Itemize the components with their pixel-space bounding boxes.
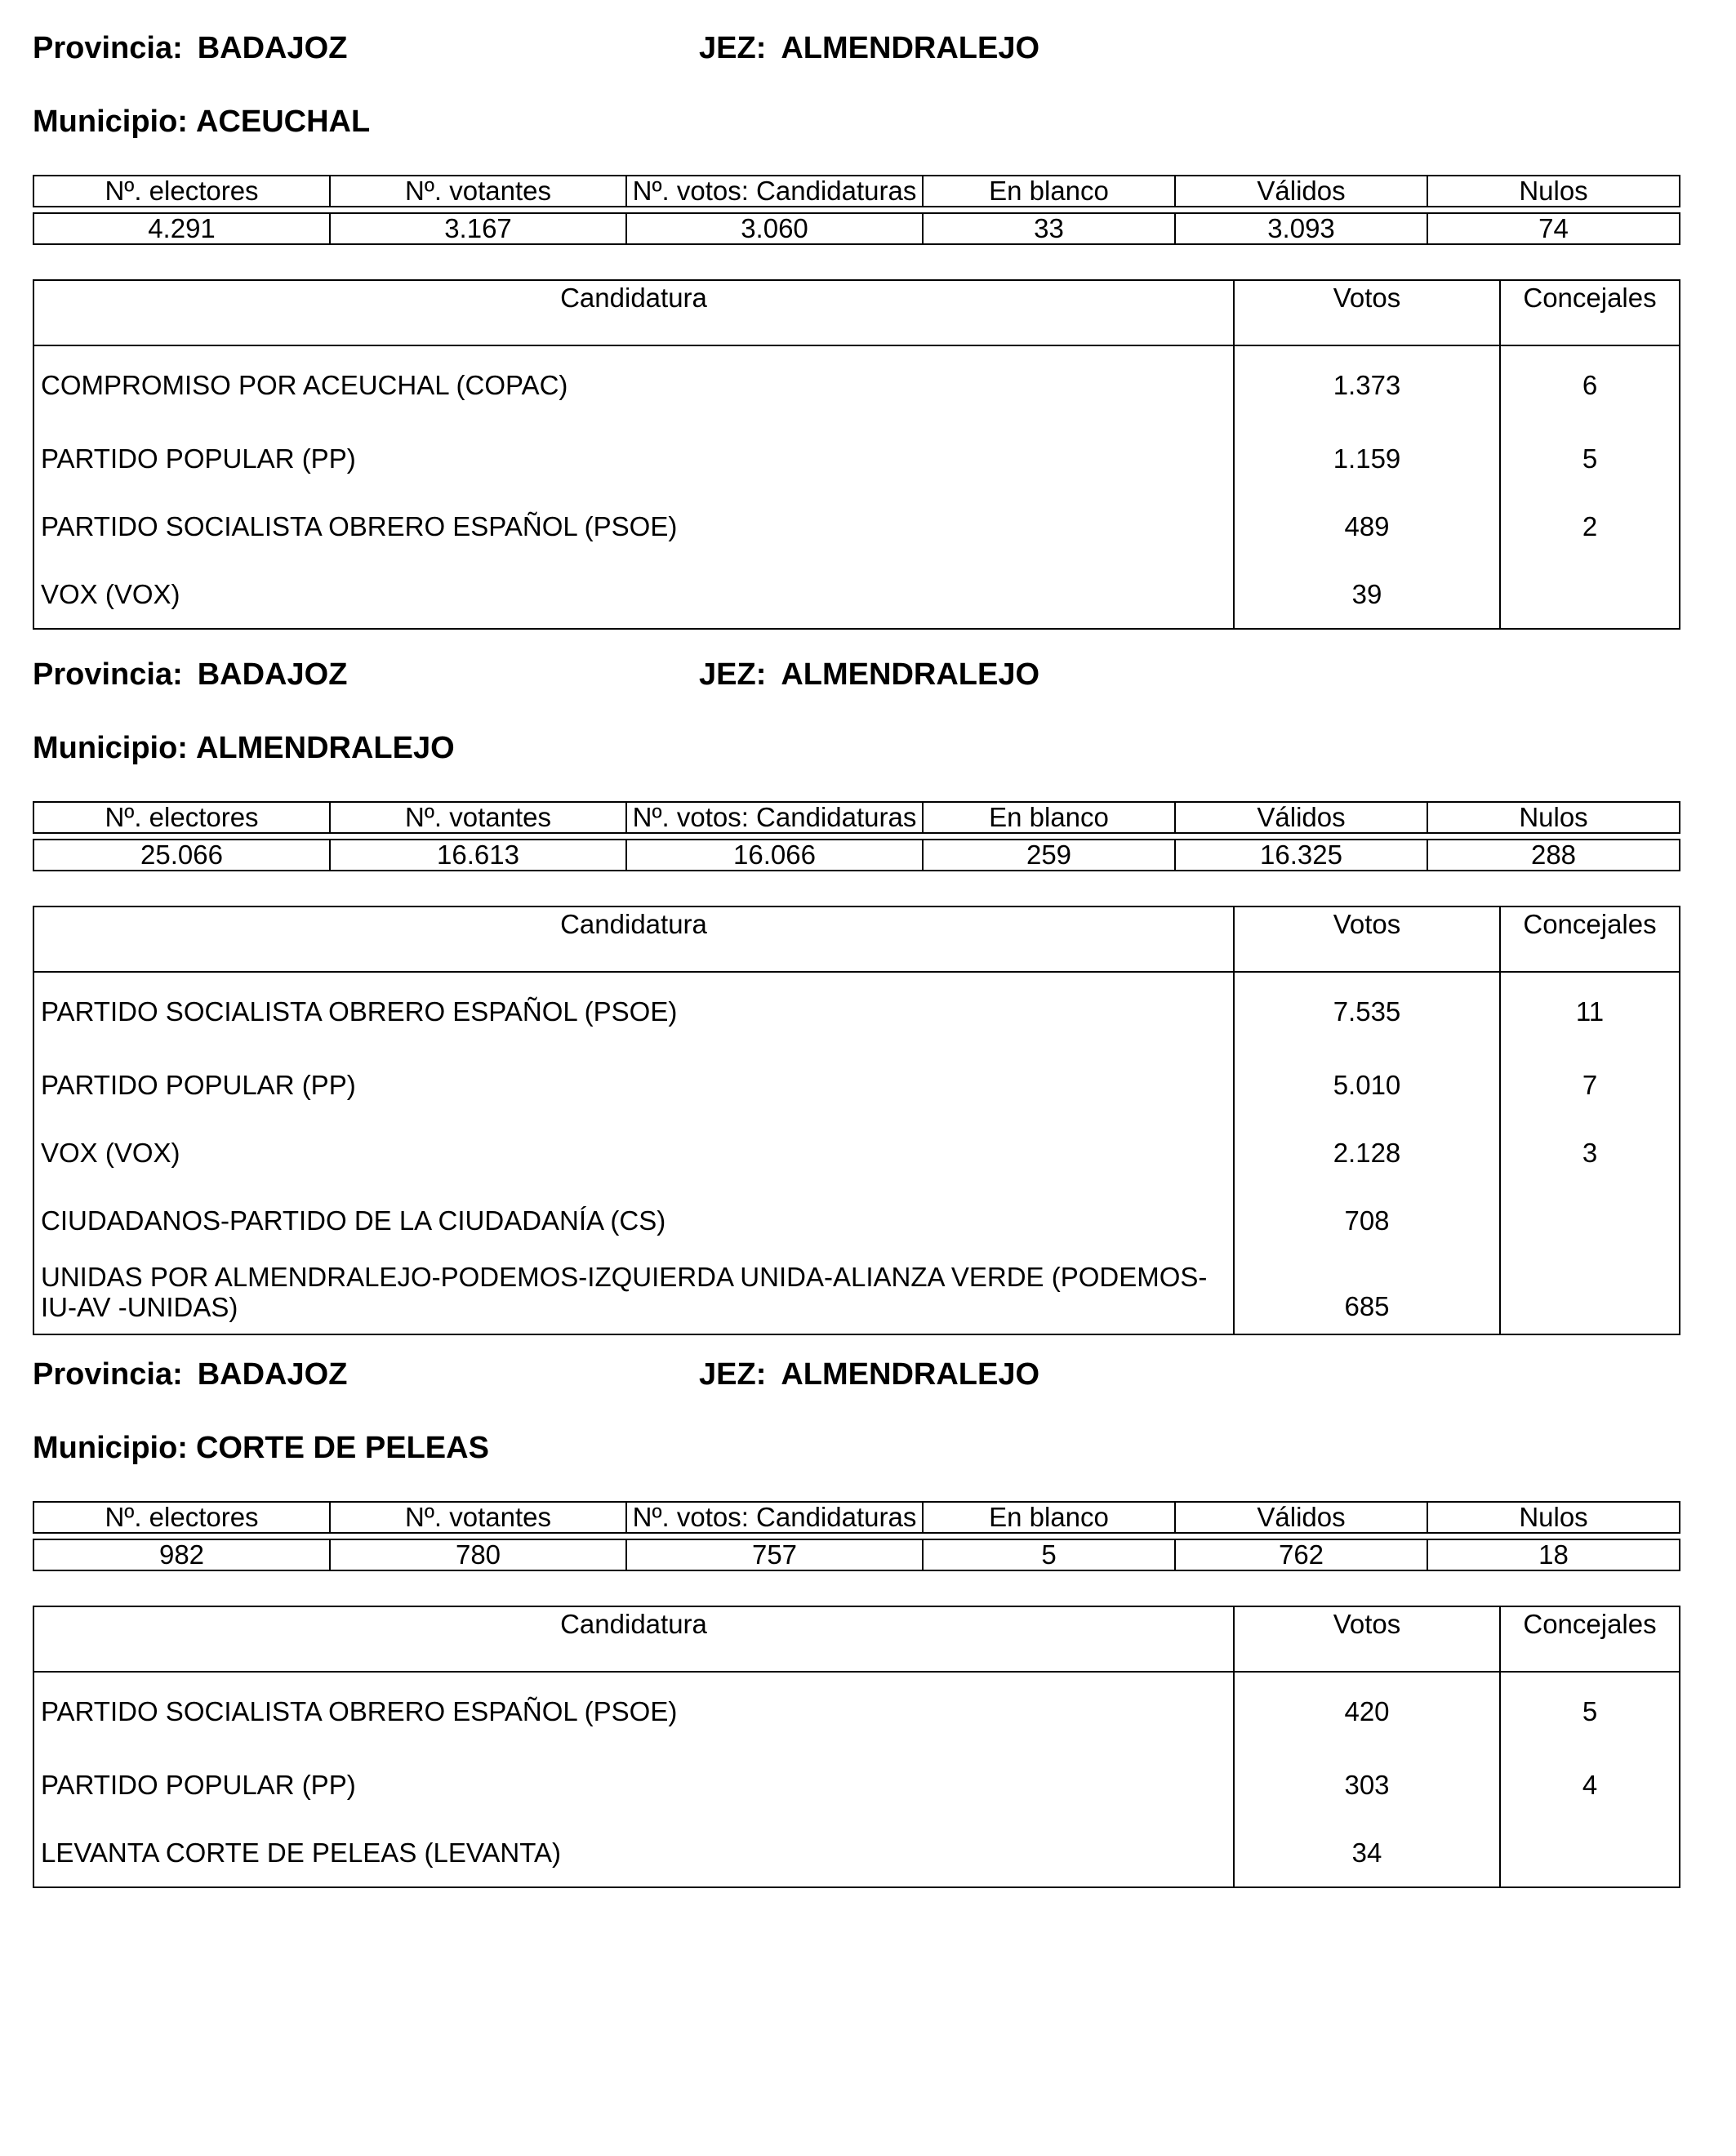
cand-votos: 303 bbox=[1234, 1751, 1500, 1819]
cand-name: PARTIDO POPULAR (PP) bbox=[33, 425, 1234, 492]
cand-header-candidatura: Candidatura bbox=[33, 280, 1234, 345]
stats-nulos: 74 bbox=[1427, 213, 1680, 244]
cand-votos: 685 bbox=[1234, 1254, 1500, 1334]
stats-header-votantes: Nº. votantes bbox=[330, 176, 626, 207]
jez-line bbox=[699, 1356, 1039, 1393]
provincia-value: BADAJOZ bbox=[197, 1357, 348, 1392]
provincia-label: Provincia: bbox=[33, 1357, 183, 1392]
stats-spacer bbox=[33, 1533, 1680, 1539]
municipio-line bbox=[33, 1429, 489, 1467]
cand-name bbox=[33, 1254, 1234, 1334]
stats-votos-candidaturas: 757 bbox=[626, 1539, 923, 1570]
cand-name: LEVANTA CORTE DE PELEAS (LEVANTA) bbox=[33, 1819, 1234, 1887]
cand-concejales bbox=[1500, 560, 1680, 629]
cand-votos: 1.159 bbox=[1234, 425, 1500, 492]
provincia-value: BADAJOZ bbox=[197, 31, 348, 65]
jez-label: JEZ: bbox=[699, 657, 767, 692]
stats-header-votantes: Nº. votantes bbox=[330, 1502, 626, 1533]
stats-votantes: 780 bbox=[330, 1539, 626, 1570]
cand-concejales: 5 bbox=[1500, 1672, 1680, 1751]
stats-table bbox=[33, 175, 1680, 245]
stats-header-nulos: Nulos bbox=[1427, 802, 1680, 833]
stats-header-en-blanco: En blanco bbox=[923, 1502, 1175, 1533]
cand-concejales: 7 bbox=[1500, 1051, 1680, 1119]
stats-validos: 16.325 bbox=[1175, 840, 1427, 871]
table-row bbox=[33, 1119, 1680, 1187]
stats-spacer bbox=[33, 833, 1680, 840]
cand-concejales bbox=[1500, 1819, 1680, 1887]
municipio-line bbox=[33, 729, 455, 767]
cand-name: VOX (VOX) bbox=[33, 560, 1234, 629]
cand-concejales: 5 bbox=[1500, 425, 1680, 492]
stats-en-blanco: 259 bbox=[923, 840, 1175, 871]
stats-header-row bbox=[33, 802, 1680, 833]
table-row bbox=[33, 1751, 1680, 1819]
stats-header-electores: Nº. electores bbox=[33, 802, 330, 833]
stats-header-validos: Válidos bbox=[1175, 802, 1427, 833]
stats-header-votos-candidaturas: Nº. votos: Candidaturas bbox=[626, 802, 923, 833]
stats-header-votantes: Nº. votantes bbox=[330, 802, 626, 833]
cand-header-concejales: Concejales bbox=[1500, 1606, 1680, 1672]
stats-nulos: 18 bbox=[1427, 1539, 1680, 1570]
cand-concejales: 3 bbox=[1500, 1119, 1680, 1187]
cand-votos: 489 bbox=[1234, 492, 1500, 560]
cand-votos: 708 bbox=[1234, 1187, 1500, 1254]
cand-votos: 1.373 bbox=[1234, 345, 1500, 425]
table-row bbox=[33, 1254, 1680, 1334]
candidaturas-table bbox=[33, 1606, 1680, 1888]
stats-votos-candidaturas: 16.066 bbox=[626, 840, 923, 871]
cand-concejales: 6 bbox=[1500, 345, 1680, 425]
municipio-value: ACEUCHAL bbox=[195, 105, 371, 139]
stats-header-validos: Válidos bbox=[1175, 1502, 1427, 1533]
cand-votos: 34 bbox=[1234, 1819, 1500, 1887]
provincia-label: Provincia: bbox=[33, 31, 183, 65]
jez-label: JEZ: bbox=[699, 31, 767, 65]
provincia-line bbox=[33, 29, 347, 67]
cand-votos: 420 bbox=[1234, 1672, 1500, 1751]
cand-header-candidatura: Candidatura bbox=[33, 1606, 1234, 1672]
cand-votos: 7.535 bbox=[1234, 972, 1500, 1051]
cand-header-candidatura: Candidatura bbox=[33, 906, 1234, 972]
cand-name: VOX (VOX) bbox=[33, 1119, 1234, 1187]
provincia-line bbox=[33, 1356, 347, 1393]
stats-header-validos: Válidos bbox=[1175, 176, 1427, 207]
cand-name: PARTIDO POPULAR (PP) bbox=[33, 1051, 1234, 1119]
table-row bbox=[33, 1051, 1680, 1119]
cand-votos: 39 bbox=[1234, 560, 1500, 629]
cand-header-concejales: Concejales bbox=[1500, 280, 1680, 345]
stats-header-nulos: Nulos bbox=[1427, 176, 1680, 207]
stats-header-votos-candidaturas: Nº. votos: Candidaturas bbox=[626, 1502, 923, 1533]
table-row bbox=[33, 425, 1680, 492]
candidaturas-table bbox=[33, 906, 1680, 1335]
cand-header-concejales: Concejales bbox=[1500, 906, 1680, 972]
stats-validos: 762 bbox=[1175, 1539, 1427, 1570]
stats-header-row bbox=[33, 1502, 1680, 1533]
stats-header-electores: Nº. electores bbox=[33, 1502, 330, 1533]
stats-votos-candidaturas: 3.060 bbox=[626, 213, 923, 244]
stats-en-blanco: 5 bbox=[923, 1539, 1175, 1570]
stats-value-row bbox=[33, 840, 1680, 871]
jez-label: JEZ: bbox=[699, 1357, 767, 1392]
cand-concejales: 4 bbox=[1500, 1751, 1680, 1819]
jez-line bbox=[699, 29, 1039, 67]
stats-header-electores: Nº. electores bbox=[33, 176, 330, 207]
table-row bbox=[33, 972, 1680, 1051]
provincia-label: Provincia: bbox=[33, 657, 183, 692]
stats-value-row bbox=[33, 213, 1680, 244]
cand-concejales bbox=[1500, 1254, 1680, 1334]
municipio-value: ALMENDRALEJO bbox=[195, 731, 455, 765]
stats-header-en-blanco: En blanco bbox=[923, 176, 1175, 207]
cand-votos: 2.128 bbox=[1234, 1119, 1500, 1187]
cand-name-line1: UNIDAS POR ALMENDRALEJO-PODEMOS-IZQUIERDA UNIDA-ALIANZA VERDE (PODEMOS- bbox=[41, 1262, 1208, 1292]
municipio-line bbox=[33, 103, 370, 140]
municipio-value: CORTE DE PELEAS bbox=[195, 1431, 489, 1465]
stats-votantes: 3.167 bbox=[330, 213, 626, 244]
jez-value: ALMENDRALEJO bbox=[781, 657, 1040, 692]
stats-nulos: 288 bbox=[1427, 840, 1680, 871]
stats-table bbox=[33, 801, 1680, 871]
cand-header-row bbox=[33, 906, 1680, 972]
cand-name: CIUDADANOS-PARTIDO DE LA CIUDADANÍA (CS) bbox=[33, 1187, 1234, 1254]
stats-en-blanco: 33 bbox=[923, 213, 1175, 244]
cand-name: COMPROMISO POR ACEUCHAL (COPAC) bbox=[33, 345, 1234, 425]
table-row bbox=[33, 560, 1680, 629]
stats-header-row bbox=[33, 176, 1680, 207]
table-row bbox=[33, 1187, 1680, 1254]
stats-header-votos-candidaturas: Nº. votos: Candidaturas bbox=[626, 176, 923, 207]
candidaturas-table bbox=[33, 279, 1680, 630]
cand-header-row bbox=[33, 1606, 1680, 1672]
cand-name-line2: IU-AV -UNIDAS) bbox=[41, 1292, 238, 1322]
cand-concejales bbox=[1500, 1187, 1680, 1254]
cand-header-votos: Votos bbox=[1234, 1606, 1500, 1672]
cand-name: PARTIDO SOCIALISTA OBRERO ESPAÑOL (PSOE) bbox=[33, 1672, 1234, 1751]
cand-name: PARTIDO POPULAR (PP) bbox=[33, 1751, 1234, 1819]
cand-name: PARTIDO SOCIALISTA OBRERO ESPAÑOL (PSOE) bbox=[33, 972, 1234, 1051]
municipio-label: Municipio: bbox=[33, 1431, 188, 1465]
cand-votos: 5.010 bbox=[1234, 1051, 1500, 1119]
table-row bbox=[33, 345, 1680, 425]
stats-electores: 25.066 bbox=[33, 840, 330, 871]
stats-header-en-blanco: En blanco bbox=[923, 802, 1175, 833]
cand-concejales: 2 bbox=[1500, 492, 1680, 560]
cand-header-votos: Votos bbox=[1234, 906, 1500, 972]
stats-table bbox=[33, 1501, 1680, 1571]
cand-concejales: 11 bbox=[1500, 972, 1680, 1051]
cand-header-row bbox=[33, 280, 1680, 345]
stats-spacer bbox=[33, 207, 1680, 213]
stats-validos: 3.093 bbox=[1175, 213, 1427, 244]
cand-name: PARTIDO SOCIALISTA OBRERO ESPAÑOL (PSOE) bbox=[33, 492, 1234, 560]
jez-line bbox=[699, 656, 1039, 693]
stats-electores: 4.291 bbox=[33, 213, 330, 244]
stats-votantes: 16.613 bbox=[330, 840, 626, 871]
table-row bbox=[33, 1672, 1680, 1751]
municipio-label: Municipio: bbox=[33, 105, 188, 139]
cand-header-votos: Votos bbox=[1234, 280, 1500, 345]
stats-electores: 982 bbox=[33, 1539, 330, 1570]
provincia-line bbox=[33, 656, 347, 693]
jez-value: ALMENDRALEJO bbox=[781, 1357, 1040, 1392]
provincia-value: BADAJOZ bbox=[197, 657, 348, 692]
table-row bbox=[33, 1819, 1680, 1887]
municipio-label: Municipio: bbox=[33, 731, 188, 765]
stats-header-nulos: Nulos bbox=[1427, 1502, 1680, 1533]
stats-value-row bbox=[33, 1539, 1680, 1570]
jez-value: ALMENDRALEJO bbox=[781, 31, 1040, 65]
table-row bbox=[33, 492, 1680, 560]
